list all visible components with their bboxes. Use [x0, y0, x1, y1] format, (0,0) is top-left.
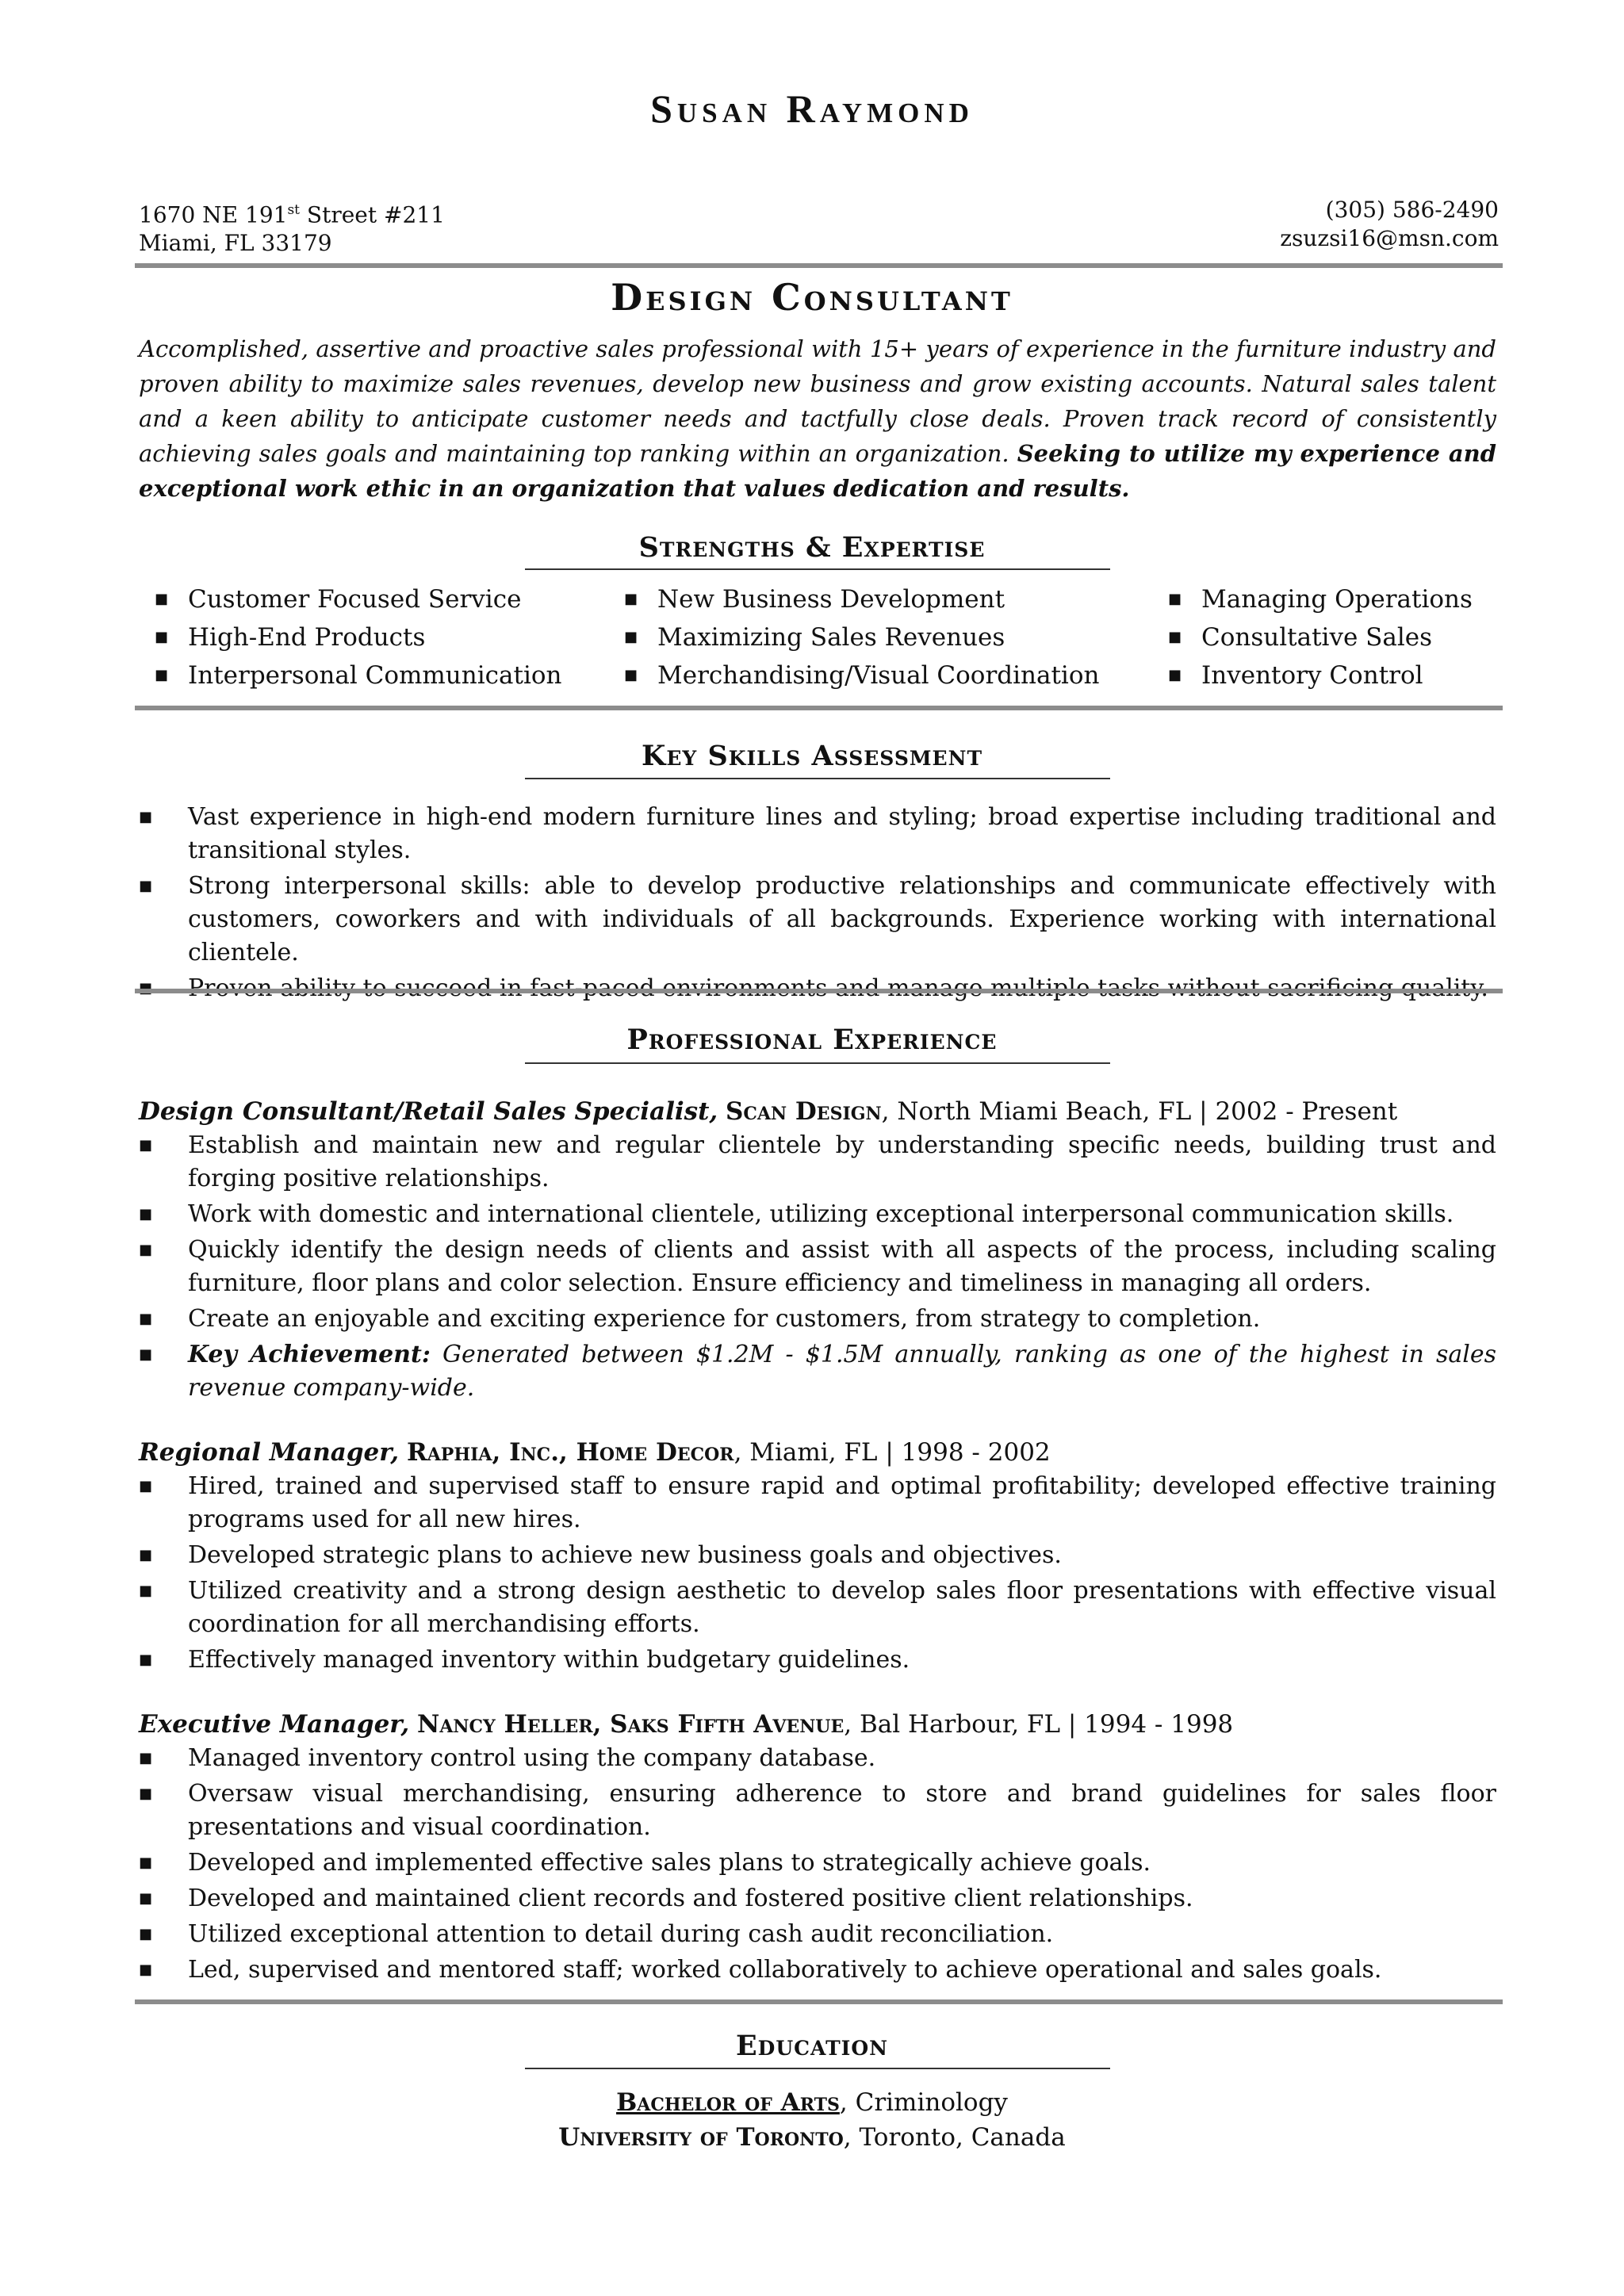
square-bullet-icon: ■: [624, 629, 638, 645]
bullet-item: [139, 1644, 1496, 1677]
school-location: , Toronto, Canada: [843, 2123, 1066, 2152]
strength-text: Merchandising/Visual Coordination: [657, 661, 1100, 690]
square-bullet-icon: ■: [139, 1961, 153, 1978]
phone-number: (305) 586-2490: [1325, 197, 1499, 223]
bullet-item: [139, 801, 1496, 867]
bullet-text: Create an enjoyable and exciting experience for customers, from strategy to completion.: [188, 1305, 1261, 1333]
strength-text: Interpersonal Communication: [188, 661, 562, 690]
bullet-text: Strong interpersonal skills: able to develop productive relationships and communicate effectively with customers, coworkers and with individuals of all backgrounds. Experience working with international clientele.: [188, 872, 1496, 966]
bullet-text: Utilized creativity and a strong design aesthetic to develop sales floor presentations with effective visual coordination for all merchandising efforts.: [188, 1577, 1496, 1638]
bullet-text: Utilized exceptional attention to detail during cash audit reconciliation.: [188, 1920, 1054, 1948]
degree-field: , Criminology: [839, 2088, 1008, 2117]
strength-text: New Business Development: [657, 585, 1005, 614]
job-title: Regional Manager,: [139, 1438, 400, 1467]
square-bullet-icon: ■: [139, 809, 153, 825]
education-degree: [0, 2085, 1624, 2120]
square-bullet-icon: ■: [624, 591, 638, 607]
key-achievement: [139, 1338, 1496, 1405]
school-name: University of Toronto: [558, 2123, 844, 2152]
bullet-item: [139, 1539, 1496, 1572]
experience-underline: [525, 1062, 1110, 1064]
square-bullet-icon: ■: [139, 1926, 153, 1942]
experience-heading: Professional Experience: [626, 1024, 998, 1056]
bullet-item: [139, 1882, 1496, 1915]
strength-text: Consultative Sales: [1201, 623, 1433, 652]
square-bullet-icon: ■: [1168, 629, 1182, 645]
square-bullet-icon: ■: [139, 1854, 153, 1871]
bullet-item: [139, 1234, 1496, 1300]
education-heading: Education: [735, 2030, 888, 2062]
job-details: , Bal Harbour, FL | 1994 - 1998: [844, 1710, 1234, 1739]
bullet-item: [139, 1470, 1496, 1536]
square-bullet-icon: ■: [155, 629, 169, 645]
candidate-name: Susan Raymond: [650, 86, 974, 131]
bullet-item: [139, 870, 1496, 970]
skills-list: [139, 801, 1496, 1008]
square-bullet-icon: ■: [139, 878, 153, 894]
square-bullet-icon: ■: [139, 1478, 153, 1494]
job-header: [139, 1435, 1496, 1470]
bullet-text: Work with domestic and international clientele, utilizing exceptional interpersonal communication skills.: [188, 1200, 1454, 1228]
address-block: [139, 196, 445, 258]
company-name: Nancy Heller, Saks Fifth Avenue: [417, 1710, 845, 1739]
bullet-text: Vast experience in high-end modern furniture lines and styling; broad expertise including traditional and transitional styles.: [188, 803, 1496, 864]
bullet-item: [139, 1954, 1496, 1987]
bullet-text: Oversaw visual merchandising, ensuring adherence to store and brand guidelines for sales floor presentations and visual coordination.: [188, 1780, 1496, 1841]
strength-item: [1152, 580, 1496, 618]
strengths-grid: [139, 580, 1496, 695]
bullet-item: [139, 1918, 1496, 1951]
professional-summary: [139, 331, 1496, 506]
bullet-text: Developed and implemented effective sales plans to strategically achieve goals.: [188, 1849, 1151, 1877]
job-details: , Miami, FL | 1998 - 2002: [733, 1438, 1051, 1467]
job-entry-scan-design: [139, 1094, 1496, 1407]
strength-item: [608, 618, 1152, 656]
square-bullet-icon: ■: [139, 1137, 153, 1154]
strength-item: [139, 656, 608, 695]
email-address: zsuzsi16@msn.com: [1280, 225, 1499, 251]
job-bullets: [139, 1129, 1496, 1336]
square-bullet-icon: ■: [1168, 667, 1182, 683]
bullet-text: Hired, trained and supervised staff to ensure rapid and optimal profitability; developed effective training programs used for all new hires.: [188, 1472, 1496, 1533]
bullet-text: Quickly identify the design needs of clients and assist with all aspects of the process, including scaling furniture, floor plans and color selection. Ensure efficiency and timeliness in managing all orders.: [188, 1236, 1496, 1297]
job-details: , North Miami Beach, FL | 2002 - Present: [881, 1097, 1398, 1126]
square-bullet-icon: ■: [139, 1242, 153, 1258]
company-name: Scan Design: [726, 1097, 882, 1126]
experience-divider: [135, 1999, 1503, 2004]
bullet-item: [139, 1303, 1496, 1336]
square-bullet-icon: ■: [139, 1890, 153, 1907]
strength-item: [1152, 618, 1496, 656]
square-bullet-icon: ■: [1168, 591, 1182, 607]
job-title: Design Consultant/Retail Sales Specialist,: [139, 1097, 718, 1126]
square-bullet-icon: ■: [155, 591, 169, 607]
skills-heading: Key Skills Assessment: [641, 740, 983, 772]
strength-item: [608, 580, 1152, 618]
strengths-column-2: [608, 580, 1152, 695]
skills-divider: [135, 989, 1503, 993]
bullet-item: [139, 1777, 1496, 1844]
strength-item: [139, 580, 608, 618]
square-bullet-icon: ■: [139, 1206, 153, 1223]
bullet-item: [139, 1198, 1496, 1231]
company-name: Raphia, Inc., Home Decor: [406, 1438, 734, 1467]
strength-item: [1152, 656, 1496, 695]
square-bullet-icon: ■: [139, 1651, 153, 1668]
strengths-column-1: [139, 580, 608, 695]
address-line-2: Miami, FL 33179: [139, 230, 332, 257]
bullet-text: Developed and maintained client records and fostered positive client relationships.: [188, 1885, 1193, 1912]
job-bullets: [139, 1742, 1496, 1987]
job-header: [139, 1707, 1496, 1742]
job-bullets: [139, 1470, 1496, 1677]
job-entry-saks: [139, 1707, 1496, 1989]
bullet-item: [139, 1129, 1496, 1196]
square-bullet-icon: ■: [139, 1582, 153, 1599]
summary-objective: Seeking to utilize my experience and exceptional work ethic in an organization that values dedication and results.: [139, 440, 1497, 502]
bullet-text: Led, supervised and mentored staff; worked collaboratively to achieve operational and sales goals.: [188, 1956, 1382, 1984]
strength-item: [139, 618, 608, 656]
strength-text: Customer Focused Service: [188, 585, 522, 614]
strengths-underline: [525, 568, 1110, 570]
contact-block: [1280, 196, 1499, 253]
summary-text: Accomplished, assertive and proactive sales professional with 15+ years of experience in the furniture industry and proven ability to maximize sales revenues, develop new business and grow existing accounts. Natural sales talent and a keen ability to anticipate customer needs and tactfully close deals. Proven track record of consistently achieving sales goals and maintaining top ranking within an organization.: [139, 335, 1496, 467]
address-line-1: 1670 NE 191st Street #211: [139, 201, 445, 228]
header-divider: [135, 263, 1503, 268]
education-underline: [525, 2068, 1110, 2069]
bullet-text: Establish and maintain new and regular clientele by understanding specific needs, building trust and forging positive relationships.: [188, 1131, 1496, 1192]
strength-text: Maximizing Sales Revenues: [657, 623, 1005, 652]
square-bullet-icon: ■: [624, 667, 638, 683]
square-bullet-icon: ■: [139, 1346, 153, 1363]
strengths-divider: [135, 706, 1503, 710]
degree-name: Bachelor of Arts: [616, 2088, 840, 2117]
bullet-text: Managed inventory control using the company database.: [188, 1744, 876, 1772]
bullet-item: [139, 1575, 1496, 1641]
square-bullet-icon: ■: [139, 1750, 153, 1766]
square-bullet-icon: ■: [155, 667, 169, 683]
strength-text: Managing Operations: [1201, 585, 1473, 614]
bullet-text: Developed strategic plans to achieve new business goals and objectives.: [188, 1541, 1062, 1569]
strength-text: High-End Products: [188, 623, 426, 652]
bullet-item: [139, 1742, 1496, 1775]
bullet-item: [139, 1846, 1496, 1880]
bullet-text: Effectively managed inventory within budgetary guidelines.: [188, 1646, 910, 1674]
achievement-text: Generated between $1.2M - $1.5M annually, ranking as one of the highest in sales revenue company-wide.: [188, 1341, 1497, 1402]
square-bullet-icon: ■: [139, 1311, 153, 1327]
job-target-title: Design Consultant: [611, 276, 1013, 319]
strengths-column-3: [1152, 580, 1496, 695]
achievement-label: Key Achievement:: [188, 1341, 431, 1368]
strengths-heading: Strengths & Expertise: [638, 531, 986, 564]
job-entry-raphia: [139, 1435, 1496, 1679]
strength-text: Inventory Control: [1201, 661, 1423, 690]
strength-item: [608, 656, 1152, 695]
job-header: [139, 1094, 1496, 1129]
square-bullet-icon: ■: [139, 1785, 153, 1802]
square-bullet-icon: ■: [139, 1547, 153, 1563]
job-title: Executive Manager,: [139, 1710, 410, 1739]
skills-underline: [525, 778, 1110, 779]
education-school: [0, 2120, 1624, 2155]
